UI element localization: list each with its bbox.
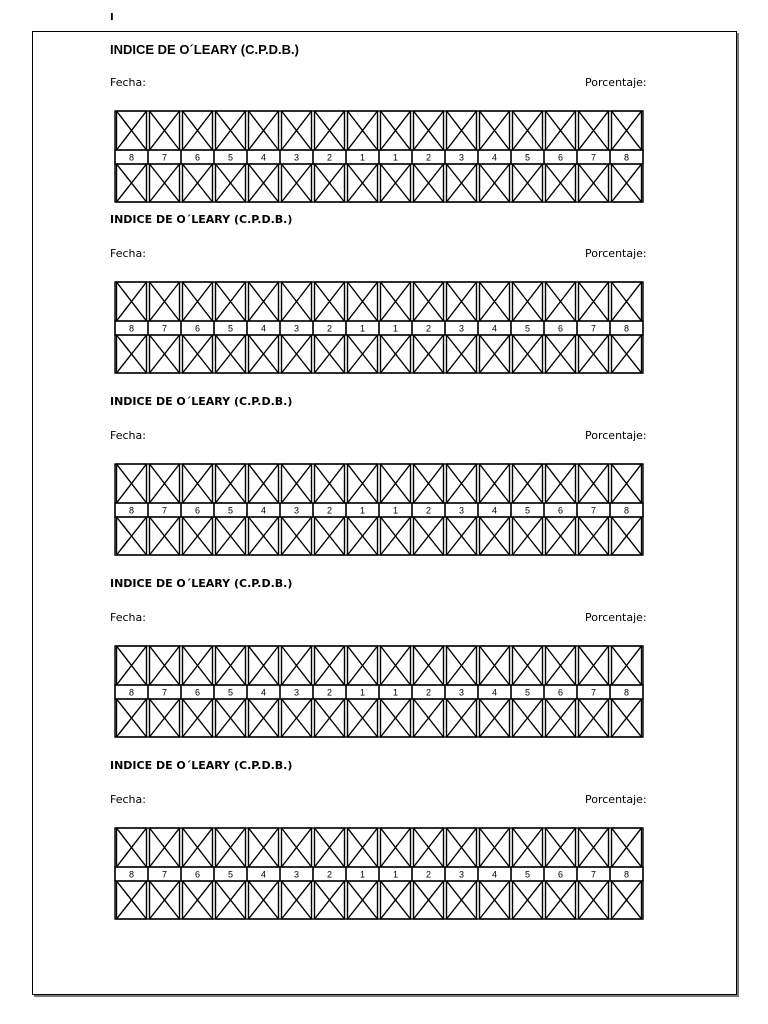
tooth-cell [379, 646, 412, 737]
tooth-cell [214, 828, 247, 919]
tooth-cell [412, 282, 445, 373]
tooth-chart [114, 645, 644, 738]
date-label: Fecha: [110, 429, 146, 442]
tooth-number: 6 [557, 152, 564, 163]
tooth-number: 6 [194, 323, 201, 334]
tooth-number: 4 [491, 687, 498, 698]
tooth-number: 1 [392, 505, 399, 516]
tooth-cell [214, 282, 247, 373]
tooth-number: 3 [293, 505, 300, 516]
section-title: INDICE DE O´LEARY (C.P.D.B.) [110, 213, 293, 226]
tooth-cell [577, 646, 610, 737]
tooth-number: 2 [425, 869, 432, 880]
tooth-cell [511, 111, 544, 202]
tooth-cell [412, 646, 445, 737]
tooth-number: 7 [590, 152, 597, 163]
tooth-number: 8 [128, 323, 135, 334]
tooth-cell [181, 282, 214, 373]
tooth-number: 3 [293, 687, 300, 698]
tooth-number: 3 [293, 152, 300, 163]
tooth-number: 2 [326, 687, 333, 698]
tooth-cell [544, 646, 577, 737]
tooth-number: 1 [392, 323, 399, 334]
tooth-number: 5 [524, 869, 531, 880]
tooth-number: 5 [227, 505, 234, 516]
tooth-cell [115, 464, 148, 555]
tooth-number: 7 [590, 687, 597, 698]
tooth-number: 5 [524, 687, 531, 698]
tooth-number: 4 [491, 152, 498, 163]
tooth-cell [247, 464, 280, 555]
tooth-cell [445, 282, 478, 373]
tooth-cell [313, 464, 346, 555]
tooth-number: 4 [260, 152, 267, 163]
tooth-cell [313, 828, 346, 919]
tooth-number: 3 [458, 323, 465, 334]
tooth-cell [511, 646, 544, 737]
tooth-cell [478, 646, 511, 737]
tooth-cell [478, 464, 511, 555]
tooth-cell [445, 111, 478, 202]
oleary-section-1 [0, 42, 768, 232]
tooth-number: 1 [392, 152, 399, 163]
tooth-number: 3 [293, 323, 300, 334]
tooth-number: 6 [194, 869, 201, 880]
tooth-cell [148, 646, 181, 737]
tooth-number: 7 [161, 505, 168, 516]
tooth-cell [280, 282, 313, 373]
tooth-number: 2 [425, 505, 432, 516]
tooth-cell [346, 464, 379, 555]
tooth-cell [214, 646, 247, 737]
tooth-chart [114, 463, 644, 556]
tooth-cell [247, 646, 280, 737]
tooth-number: 4 [491, 323, 498, 334]
date-label: Fecha: [110, 793, 146, 806]
tooth-cell [346, 111, 379, 202]
tooth-cell [577, 111, 610, 202]
tooth-chart [114, 827, 644, 920]
tooth-cell [610, 828, 643, 919]
tooth-number: 8 [128, 152, 135, 163]
tooth-cell [115, 282, 148, 373]
tooth-number: 2 [326, 323, 333, 334]
oleary-section-3 [0, 395, 768, 585]
tooth-number: 6 [194, 505, 201, 516]
tooth-number: 7 [161, 152, 168, 163]
date-label: Fecha: [110, 76, 146, 89]
tooth-cell [280, 464, 313, 555]
tooth-number: 7 [161, 323, 168, 334]
tooth-number: 1 [359, 869, 366, 880]
tooth-cell [379, 464, 412, 555]
tooth-number: 6 [557, 687, 564, 698]
oleary-section-2 [0, 213, 768, 403]
tooth-number: 2 [425, 323, 432, 334]
tooth-number: 3 [458, 687, 465, 698]
oleary-section-5 [0, 759, 768, 949]
tooth-number: 3 [293, 869, 300, 880]
tooth-cell [412, 111, 445, 202]
tooth-number: 1 [359, 152, 366, 163]
percentage-label: Porcentaje: [585, 429, 647, 442]
tooth-number: 4 [491, 505, 498, 516]
tooth-number: 4 [260, 869, 267, 880]
section-title: INDICE DE O´LEARY (C.P.D.B.) [110, 395, 293, 408]
tooth-number: 5 [524, 323, 531, 334]
tooth-number: 2 [326, 869, 333, 880]
tooth-number: 4 [260, 687, 267, 698]
tooth-cell [610, 646, 643, 737]
tooth-cell [478, 828, 511, 919]
date-label: Fecha: [110, 611, 146, 624]
tooth-number: 2 [326, 152, 333, 163]
tooth-number: 8 [128, 687, 135, 698]
tooth-number: 2 [425, 687, 432, 698]
tooth-cell [445, 828, 478, 919]
tooth-cell [181, 828, 214, 919]
tooth-cell [412, 828, 445, 919]
tooth-number: 2 [425, 152, 432, 163]
tooth-number: 5 [227, 869, 234, 880]
tooth-cell [115, 646, 148, 737]
tooth-cell [544, 111, 577, 202]
section-title: INDICE DE O´LEARY (C.P.D.B.) [110, 759, 293, 772]
tooth-cell [346, 282, 379, 373]
tooth-cell [115, 828, 148, 919]
tooth-cell [577, 828, 610, 919]
tooth-number: 1 [359, 323, 366, 334]
tooth-cell [379, 282, 412, 373]
section-title: INDICE DE O´LEARY (C.P.D.B.) [110, 577, 293, 590]
tooth-cell [511, 464, 544, 555]
tooth-number: 6 [194, 687, 201, 698]
tooth-cell [610, 282, 643, 373]
tooth-chart [114, 110, 644, 203]
percentage-label: Porcentaje: [585, 793, 647, 806]
tooth-cell [511, 828, 544, 919]
tooth-cell [445, 464, 478, 555]
tooth-cell [247, 828, 280, 919]
tooth-cell [181, 646, 214, 737]
tooth-cell [313, 111, 346, 202]
tooth-cell [181, 464, 214, 555]
tooth-number: 5 [227, 152, 234, 163]
date-label: Fecha: [110, 247, 146, 260]
tooth-number: 5 [524, 152, 531, 163]
tooth-number: 5 [227, 687, 234, 698]
tooth-number: 8 [623, 152, 630, 163]
tooth-number: 1 [392, 869, 399, 880]
tooth-number: 5 [227, 323, 234, 334]
percentage-label: Porcentaje: [585, 76, 647, 89]
tooth-number: 1 [359, 687, 366, 698]
tooth-number: 7 [161, 687, 168, 698]
tooth-number: 3 [458, 869, 465, 880]
tooth-cell [148, 828, 181, 919]
tooth-number: 6 [557, 505, 564, 516]
tooth-cell [544, 828, 577, 919]
tooth-cell [280, 828, 313, 919]
tooth-number: 6 [194, 152, 201, 163]
tooth-number: 8 [623, 687, 630, 698]
tooth-chart [114, 281, 644, 374]
tooth-cell [280, 646, 313, 737]
tooth-cell [280, 111, 313, 202]
tooth-number: 4 [491, 869, 498, 880]
tooth-cell [610, 464, 643, 555]
tooth-cell [247, 282, 280, 373]
tooth-cell [412, 464, 445, 555]
tooth-cell [610, 111, 643, 202]
tooth-cell [247, 111, 280, 202]
tooth-number: 4 [260, 505, 267, 516]
tooth-number: 8 [128, 869, 135, 880]
tooth-number: 7 [590, 323, 597, 334]
percentage-label: Porcentaje: [585, 611, 647, 624]
tooth-number: 6 [557, 323, 564, 334]
tooth-number: 4 [260, 323, 267, 334]
tooth-number: 6 [557, 869, 564, 880]
tooth-cell [379, 828, 412, 919]
tooth-number: 8 [128, 505, 135, 516]
tooth-number: 1 [392, 687, 399, 698]
tooth-cell [148, 282, 181, 373]
tooth-number: 8 [623, 869, 630, 880]
tooth-cell [478, 111, 511, 202]
tooth-cell [214, 111, 247, 202]
tooth-cell [115, 111, 148, 202]
tooth-cell [577, 464, 610, 555]
tooth-cell [511, 282, 544, 373]
tooth-cell [379, 111, 412, 202]
tooth-cell [214, 464, 247, 555]
tooth-cell [445, 646, 478, 737]
page-mark: I [110, 12, 114, 23]
tooth-number: 7 [590, 505, 597, 516]
tooth-cell [148, 464, 181, 555]
tooth-number: 8 [623, 505, 630, 516]
tooth-number: 3 [458, 505, 465, 516]
tooth-cell [346, 646, 379, 737]
tooth-number: 7 [590, 869, 597, 880]
tooth-cell [148, 111, 181, 202]
tooth-cell [181, 111, 214, 202]
percentage-label: Porcentaje: [585, 247, 647, 260]
tooth-number: 2 [326, 505, 333, 516]
tooth-cell [346, 828, 379, 919]
oleary-section-4 [0, 577, 768, 767]
tooth-cell [478, 282, 511, 373]
tooth-number: 1 [359, 505, 366, 516]
tooth-number: 5 [524, 505, 531, 516]
tooth-cell [544, 282, 577, 373]
tooth-cell [313, 282, 346, 373]
section-title: INDICE DE O´LEARY (C.P.D.B.) [110, 42, 300, 57]
tooth-cell [313, 646, 346, 737]
tooth-number: 3 [458, 152, 465, 163]
tooth-number: 7 [161, 869, 168, 880]
tooth-cell [577, 282, 610, 373]
tooth-number: 8 [623, 323, 630, 334]
tooth-cell [544, 464, 577, 555]
